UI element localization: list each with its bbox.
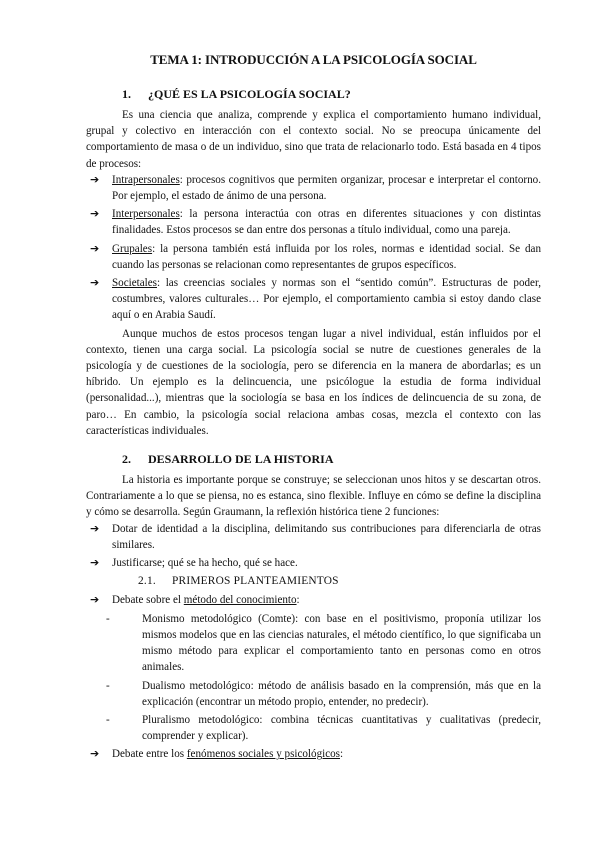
dash-bullet: - — [106, 713, 110, 726]
list-item — [90, 521, 541, 553]
arrow-bullet-icon: ➔ — [90, 521, 100, 535]
dash-bullet: - — [106, 612, 110, 625]
debates-list — [86, 592, 541, 608]
section-1-heading — [122, 86, 541, 102]
list-item — [90, 555, 541, 571]
arrow-bullet-icon: ➔ — [90, 207, 100, 221]
debates-list-continued — [86, 746, 541, 762]
arrow-bullet-icon: ➔ — [90, 241, 100, 255]
arrow-bullet-icon: ➔ — [90, 556, 100, 570]
section-2-heading — [122, 451, 541, 467]
dash-bullet: - — [106, 679, 110, 692]
debate-prefix: Debate entre los — [112, 748, 187, 761]
debate-prefix: Debate sobre el — [112, 594, 184, 607]
document-title: TEMA 1: INTRODUCCIÓN A LA PSICOLOGÍA SOCIAL — [150, 52, 477, 67]
section-1-number: 1. — [122, 87, 131, 101]
history-functions-list — [86, 521, 541, 572]
process-description: : la persona interactúa con otras en diferentes situaciones y con distintas finalidades. Estos procesos se dan entre dos personas a título individual, como una pareja. — [112, 208, 541, 237]
list-item — [90, 241, 541, 273]
list-item — [90, 592, 541, 608]
section-2-number: 2. — [122, 452, 131, 467]
debate-term: fenómenos sociales y psicológicos — [186, 748, 340, 761]
debate-term: método del conocimiento — [183, 594, 297, 607]
subsection-2-1-heading — [138, 573, 541, 589]
list-item — [106, 712, 541, 744]
function-text: Justificarse; qué se ha hecho, qué se hace. — [112, 557, 298, 570]
section-1-outro: Aunque muchos de estos procesos tengan lugar a nivel individual, están influidos por el contexto, tienen una carga social. La psicología social se nutre de cuestiones generales de la psicología y de cuestiones de la sociología, pero se diferencia en la manera de abordarlas; es un híbrido. Un ejemplo es la delincuencia, une psicólogue la estudia de forma individual (personalidad...), mientras que la sociología se basa en los índices de delincuencia de su zona, de paro… En cambio, la psicología social relaciona ambas cosas, mezcla el contexto con las características individuales. — [86, 327, 541, 437]
process-term: Intrapersonales — [112, 173, 180, 186]
arrow-bullet-icon: ➔ — [90, 276, 100, 290]
methods-list — [86, 611, 541, 745]
list-item — [106, 678, 541, 710]
process-types-list — [86, 172, 541, 324]
debate-suffix: : — [339, 748, 344, 761]
section-1-intro: Es una ciencia que analiza, comprende y explica el comportamiento humano individual, grupal y colectivo en interacción con el contexto social. No se preocupa únicamente del comportamiento de masa o de un individuo, sino que trata de relacionarlo todo. Está basada en 4 tipos de procesos: — [86, 109, 541, 170]
method-text: Dualismo metodológico: método de análisis basado en la comprensión, más que en la explicación (encontrar un método propio, entender, no predecir). — [142, 679, 541, 708]
process-term: Societales — [112, 277, 157, 290]
subsection-2-1-title: PRIMEROS PLANTEAMIENTOS — [172, 575, 339, 588]
process-description: : procesos cognitivos que permiten organizar, procesar e interpretar el contorno. Por ejemplo, el estado de ánimo de una persona. — [112, 173, 541, 203]
arrow-bullet-icon: ➔ — [90, 593, 100, 607]
process-description: : la persona también está influida por los roles, normas e identidad social. Se dan cuando las personas se relacionan como representantes de grupos específicos. — [112, 242, 541, 271]
list-item — [90, 746, 541, 762]
list-item — [90, 172, 541, 204]
list-item — [90, 206, 541, 238]
process-term: Interpersonales — [112, 208, 180, 221]
method-text: Pluralismo metodológico: combina técnicas cuantitativas y cualitativas (predecir, comprender y explicar). — [142, 713, 541, 743]
function-text: Dotar de identidad a la disciplina, delimitando sus contribuciones para diferenciarla de otras similares. — [112, 522, 541, 551]
list-item — [106, 611, 541, 676]
arrow-bullet-icon: ➔ — [90, 747, 100, 761]
subsection-2-1-number: 2.1. — [138, 575, 156, 588]
process-term: Grupales — [112, 242, 153, 255]
section-2-intro: La historia es importante porque se construye; se seleccionan unos hitos y se descartan otros. Contrariamente a lo que se piensa, no es estanca, sino flexible. Influye en cómo se define la disciplina y cómo se desarrolla. Según Graumann, la reflexión histórica tiene 2 funciones: — [86, 474, 541, 519]
process-description: : las creencias sociales y normas son el “sentido común”. Estructuras de poder, costumbres, valores culturales… Por ejemplo, el comportamiento cambia si estoy dando clase aquí o en Arabia Saudí. — [112, 277, 541, 322]
section-1-title: ¿QUÉ ES LA PSICOLOGÍA SOCIAL? — [148, 87, 351, 101]
arrow-bullet-icon: ➔ — [90, 172, 100, 186]
list-item — [90, 275, 541, 324]
debate-suffix: : — [296, 594, 300, 607]
section-2-title: DESARROLLO DE LA HISTORIA — [148, 452, 334, 467]
method-text: Monismo metodológico (Comte): con base en el positivismo, proponía utilizar los mismos modelos que en las ciencias naturales, el método científico, lo que significaba un mismo método para explicar el comportamiento tanto en personas como en otros animales. — [142, 612, 541, 674]
